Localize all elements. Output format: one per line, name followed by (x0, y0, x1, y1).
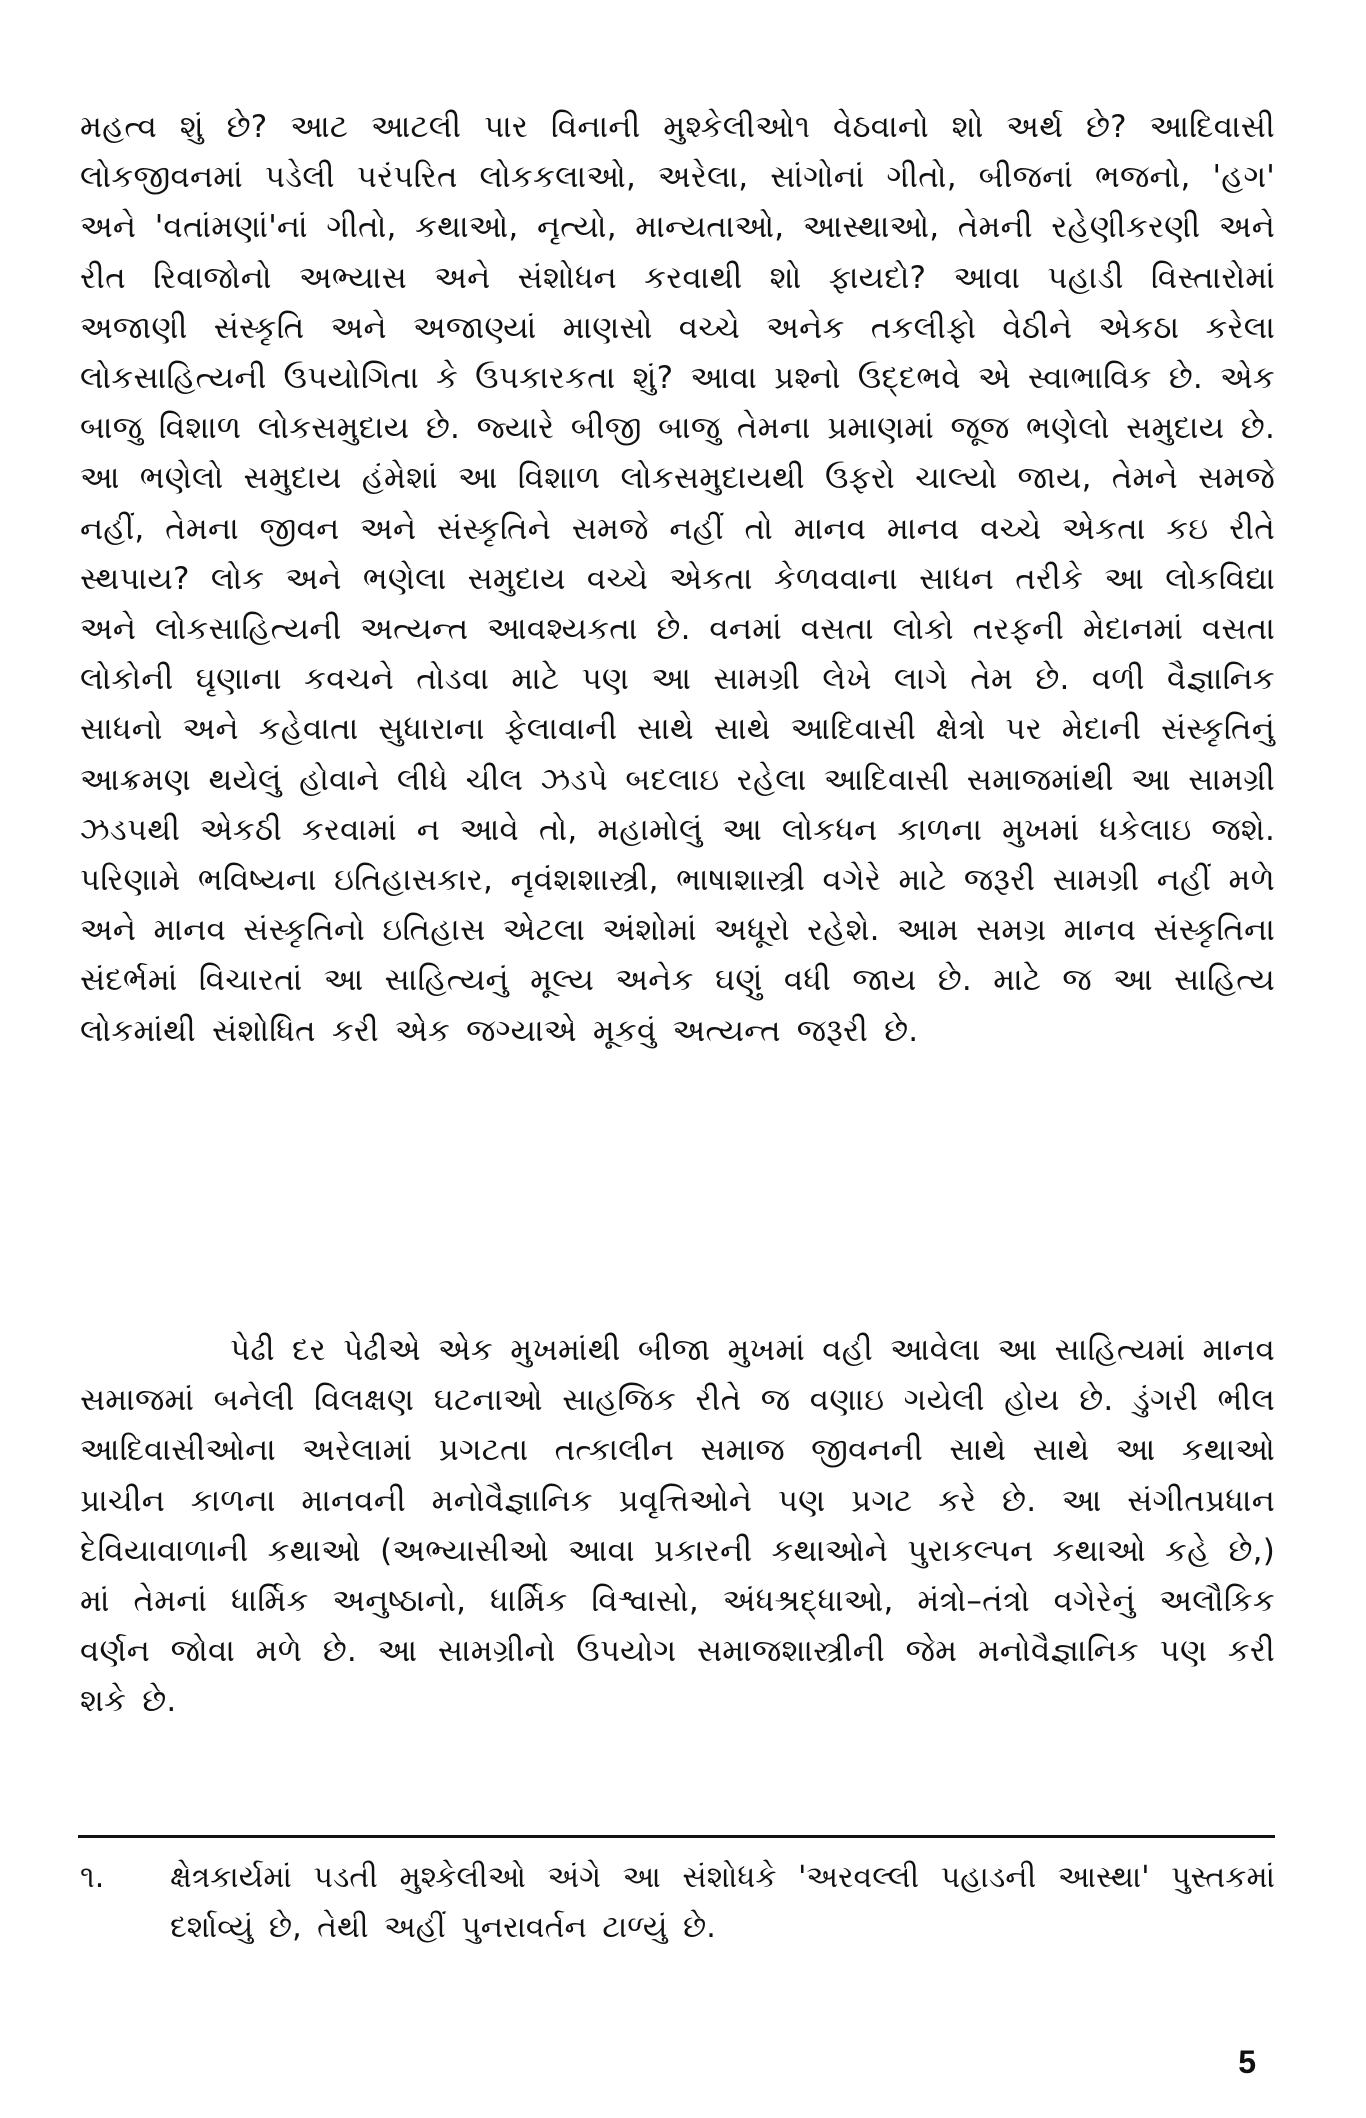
footnote-divider (78, 1835, 1275, 1838)
footnote (80, 1853, 1275, 1953)
body-paragraph-1: મહત્વ શું છે? આટ આટલી પાર વિનાની મુશ્કેલીઓ૧ વેઠવાનો શો અર્થ છે? આદિવાસી લોકજીવનમાં પડેલી પરંપરિત લોકકલાઓ, અરેલા, સાંગોનાં ગીતો, બીજનાં ભજનો, 'હગ' અને 'વતાંમણાં'નાં ગીતો, કથાઓ, નૃત્યો, માન્યતાઓ, આસ્થાઓ, તેમની રહેણીકરણી અને રીત રિવાજોનો અભ્યાસ અને સંશોધન કરવાથી શો ફાયદો? આવા પહાડી વિસ્તારોમાં અજાણી સંસ્કૃતિ અને અજાણ્યાં માણસો વચ્ચે અનેક તકલીફો વેઠીને એકઠા કરેલા લોકસાહિત્યની ઉપયોગિતા કે ઉપકારકતા શું? આવા પ્રશ્નો ઉદ્દભવે એ સ્વાભાવિક છે. એક બાજુ વિશાળ લોકસમુદાય છે. જ્યારે બીજી બાજુ તેમના પ્રમાણમાં જૂજ ભણેલો સમુદાય છે. આ ભણેલો સમુદાય હંમેશાં આ વિશાળ લોકસમુદાયથી ઉફરો ચાલ્યો જાય, તેમને સમજે નહીં, તેમના જીવન અને સંસ્કૃતિને સમજે નહીં તો માનવ માનવ વચ્ચે એકતા કઇ રીતે સ્થપાય? લોક અને ભણેલા સમુદાય વચ્ચે એકતા કેળવવાના સાધન તરીકે આ લોકવિદ્યા અને લોકસાહિત્યની અત્યન્ત આવશ્યકતા છે. વનમાં વસતા લોકો તરફની મેદાનમાં વસતા લોકોની ઘૃણાના કવચને તોડવા માટે પણ આ સામગ્રી લેખે લાગે તેમ છે. વળી વૈજ્ઞાનિક સાધનો અને કહેવાતા સુધારાના ફેલાવાની સાથે સાથે આદિવાસી ક્ષેત્રો પર મેદાની સંસ્કૃતિનું આક્રમણ થયેલું હોવાને લીધે ચીલ ઝડપે બદલાઇ રહેલા આદિવાસી સમાજમાંથી આ સામગ્રી ઝડપથી એકઠી કરવામાં ન આવે તો, મહામોલું આ લોકધન કાળના મુખમાં ધકેલાઇ જશે. પરિણામે ભવિષ્યના ઇતિહાસકાર, નૃવંશશાસ્ત્રી, ભાષાશાસ્ત્રી વગેરે માટે જરૂરી સામગ્રી નહીં મળે અને માનવ સંસ્કૃતિનો ઇતિહાસ એટલા અંશોમાં અધૂરો રહેશે. આમ સમગ્ર માનવ સંસ્કૃતિના સંદર્ભમાં વિચારતાં આ સાહિત્યનું મૂલ્ય અનેક ઘણું વધી જાય છે. માટે જ આ સાહિત્ય લોકમાંથી સંશોધિત કરી એક જગ્યાએ મૂકવું અત્યન્ત જરૂરી છે. (80, 109, 1275, 1049)
footnote-number: ૧. (80, 1860, 105, 1895)
body-paragraph-2: પેઢી દર પેઢીએ એક મુખમાંથી બીજા મુખમાં વહી આવેલા આ સાહિત્યમાં માનવ સમાજમાં બનેલી વિલક્ષણ ઘટનાઓ સાહજિક રીતે જ વણાઇ ગયેલી હોય છે. ડુંગરી ભીલ આદિવાસીઓના અરેલામાં પ્રગટતા તત્કાલીન સમાજ જીવનની સાથે સાથે આ કથાઓ પ્રાચીન કાળના માનવની મનોવૈજ્ઞાનિક પ્રવૃત્તિઓને પણ પ્રગટ કરે છે. આ સંગીતપ્રધાન દેવિયાવાળાની કથાઓ (અભ્યાસીઓ આવા પ્રકારની કથાઓને પુરાકલ્પન કથાઓ કહે છે,) માં તેમનાં ધાર્મિક અનુષ્ઠાનો, ધાર્મિક વિશ્વાસો, અંધશ્રદ્ધાઓ, મંત્રો–તંત્રો વગેરેનું અલૌકિક વર્ણન જોવા મળે છે. આ સામગ્રીનો ઉપયોગ સમાજશાસ્ત્રીની જેમ મનોવૈજ્ઞાનિક પણ કરી શકે છે. (80, 1332, 1275, 1720)
footnote-text: ક્ષેત્રકાર્યમાં પડતી મુશ્કેલીઓ અંગે આ સંશોધકે 'અરવલ્લી પહાડની આસ્થા' પુસ્તકમાં દર્શાવ્યું છે, તેથી અહીં પુનરાવર્તન ટાળ્યું છે. (170, 1860, 1275, 1945)
page-number: 5 (1238, 2044, 1256, 2080)
